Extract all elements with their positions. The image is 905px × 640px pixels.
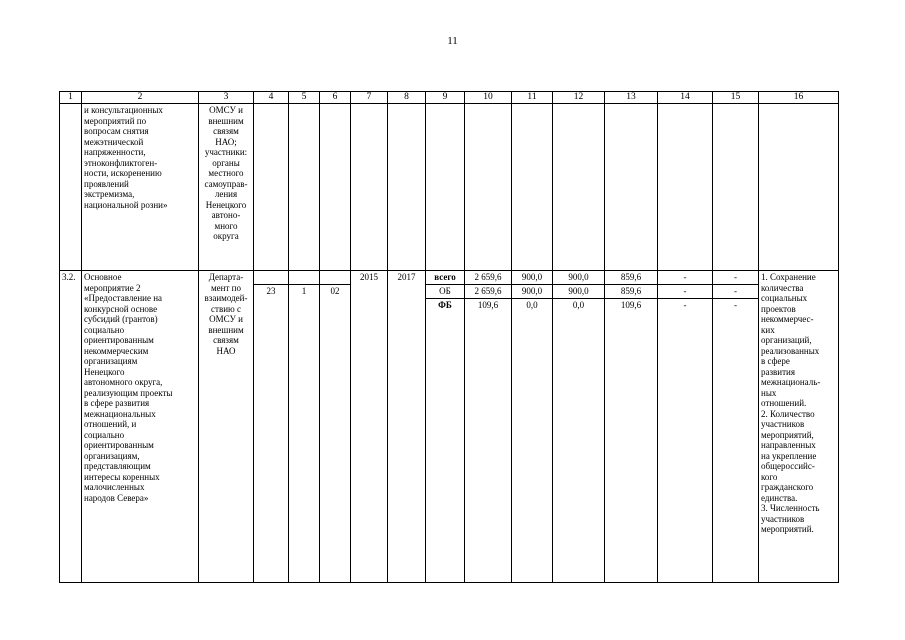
cell-empty: [289, 271, 320, 285]
cell-empty: [713, 104, 759, 271]
cell-empty: [320, 271, 351, 285]
cell-empty: [254, 104, 289, 271]
budget-code-pp: 1: [289, 285, 320, 583]
amount-2016: 900,0: [553, 271, 605, 285]
column-header: 15: [713, 92, 759, 104]
column-number-row: [60, 92, 839, 104]
amount-2018: -: [658, 271, 713, 285]
column-header: 9: [426, 92, 465, 104]
amount-2018: -: [658, 299, 713, 583]
amount-2018: -: [658, 285, 713, 299]
column-header: 11: [512, 92, 553, 104]
amount-2017: 859,6: [605, 285, 658, 299]
amount-2015: 900,0: [512, 285, 553, 299]
amount-2016: 900,0: [553, 285, 605, 299]
column-header: 2: [82, 92, 199, 104]
amount-2016: 0,0: [553, 299, 605, 583]
column-header: 3: [199, 92, 254, 104]
program-table: [59, 91, 839, 583]
table-row-continuation: [60, 104, 839, 271]
row-number: 3.2.: [60, 271, 82, 583]
amount-2017: 859,6: [605, 271, 658, 285]
event-description: Основное мероприятие 2 «Предоставление на конкурсной основе субсидий (грантов) социально ориентированным некоммерческим организациям Ненецкого автономного округа, реализующим проекты в сфере развития межнациональных отношений, и социально ориентированным организациям, представляющим интересы коренных малочисленных народов Севера»: [82, 271, 199, 583]
cell-empty: [388, 104, 426, 271]
column-header: 10: [465, 92, 512, 104]
column-header: 8: [388, 92, 426, 104]
column-header: 1: [60, 92, 82, 104]
event-description-cont: и консультационных мероприятий по вопросам снятия межэтнической напряженности, этноконфликтоген- ности, искоренению проявлений экстремизма, национальной розни»: [82, 104, 199, 271]
amount-2019: -: [713, 299, 759, 583]
column-header: 4: [254, 92, 289, 104]
cell-empty: [512, 104, 553, 271]
amount-2019: -: [713, 285, 759, 299]
amount-2017: 109,6: [605, 299, 658, 583]
column-header: 6: [320, 92, 351, 104]
column-header: 16: [759, 92, 839, 104]
cell-empty: [320, 104, 351, 271]
column-header: 13: [605, 92, 658, 104]
cell-empty: [60, 104, 82, 271]
executor-cont: ОМСУ и внешним связям НАО; участники: органы местного самоуправ- ления Ненецкого автоно- много округа: [199, 104, 254, 271]
column-header: 14: [658, 92, 713, 104]
cell-empty: [254, 271, 289, 285]
table-row-3-2: [60, 271, 839, 285]
cell-empty: [759, 104, 839, 271]
cell-empty: [351, 104, 388, 271]
amount-2019: -: [713, 271, 759, 285]
amount-2015: 900,0: [512, 271, 553, 285]
amount-total: 109,6: [465, 299, 512, 583]
budget-code-om: 02: [320, 285, 351, 583]
start-year: 2015: [351, 271, 388, 583]
funding-source: ОБ: [426, 285, 465, 299]
end-year: 2017: [388, 271, 426, 583]
funding-source: ФБ: [426, 299, 465, 583]
executor: Департа- мент по взаимодей- ствию с ОМСУ и внешним связям НАО: [199, 271, 254, 583]
amount-total: 2 659,6: [465, 285, 512, 299]
budget-code-gp: 23: [254, 285, 289, 583]
cell-empty: [553, 104, 605, 271]
cell-empty: [658, 104, 713, 271]
column-header: 12: [553, 92, 605, 104]
cell-empty: [289, 104, 320, 271]
cell-empty: [605, 104, 658, 271]
column-header: 7: [351, 92, 388, 104]
cell-empty: [465, 104, 512, 271]
page-number: 11: [447, 35, 458, 47]
amount-2015: 0,0: [512, 299, 553, 583]
column-header: 5: [289, 92, 320, 104]
amount-total: 2 659,6: [465, 271, 512, 285]
funding-source: всего: [426, 271, 465, 285]
cell-empty: [426, 104, 465, 271]
expected-results: 1. Сохранение количества социальных проектов некоммерчес- ких организаций, реализованных в сфере развития межнациональ- ных отношений. 2. Количество участников мероприятий, направленных на укрепление общероссийс- кого гражданского единства. 3. Численность участников мероприятий.: [759, 271, 839, 583]
